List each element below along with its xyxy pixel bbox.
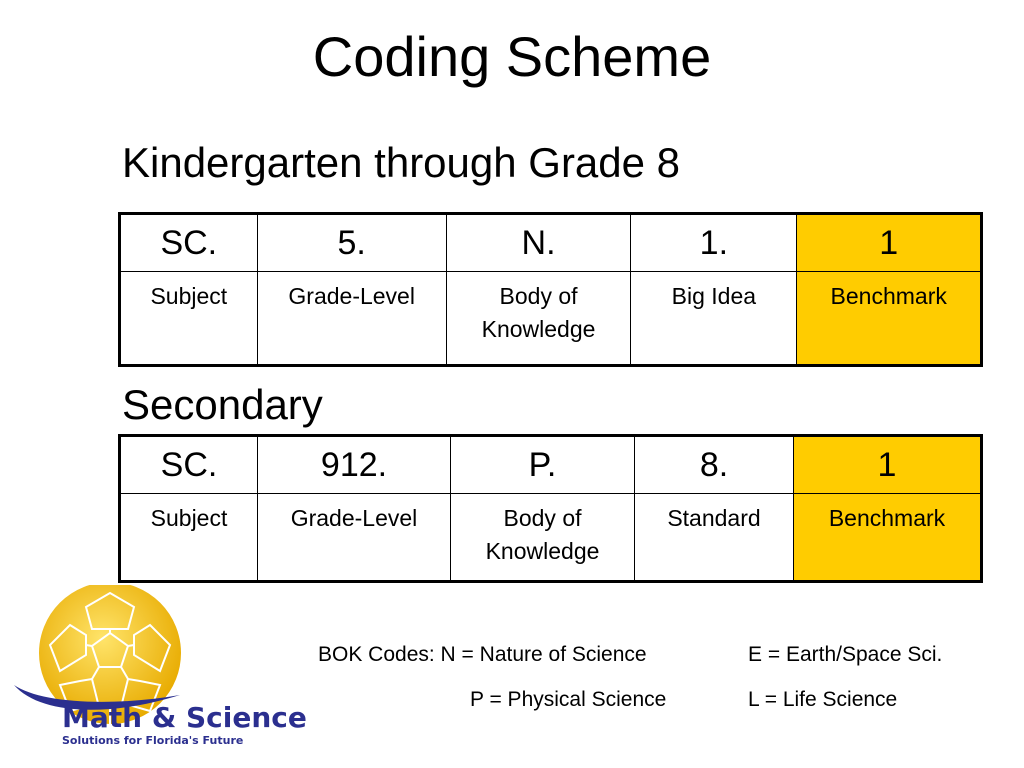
grade-level-code-cell: 5. xyxy=(257,214,446,272)
math-science-logo xyxy=(0,585,320,768)
bok-code-earth: E = Earth/Space Sci. xyxy=(748,643,943,666)
grade-level-label-cell: Grade-Level xyxy=(258,494,451,582)
subject-code-cell: SC. xyxy=(120,436,258,494)
table-row xyxy=(120,214,982,272)
subject-label-cell: Subject xyxy=(120,494,258,582)
table-row xyxy=(120,494,982,582)
bok-codes-nature: BOK Codes: N = Nature of Science xyxy=(318,643,647,666)
bok-code-life: L = Life Science xyxy=(748,688,898,711)
logo-tagline: Solutions for Florida's Future xyxy=(62,734,244,747)
secondary-code-table xyxy=(118,434,983,583)
grade-level-label-cell: Grade-Level xyxy=(257,272,446,366)
secondary-heading: Secondary xyxy=(122,381,323,428)
slide-title: Coding Scheme xyxy=(312,25,712,88)
standard-code-cell: 8. xyxy=(635,436,794,494)
bok-code-physical: P = Physical Science xyxy=(470,688,667,711)
standard-label-cell: Standard xyxy=(635,494,794,582)
body-of-knowledge-code-cell: N. xyxy=(446,214,631,272)
body-of-knowledge-label-cell: Body of Knowledge xyxy=(451,494,635,582)
k8-code-table xyxy=(118,212,983,367)
subject-label-cell: Subject xyxy=(120,272,258,366)
benchmark-code-cell: 1 xyxy=(797,214,982,272)
benchmark-label-cell: Benchmark xyxy=(797,272,982,366)
grade-level-code-cell: 912. xyxy=(258,436,451,494)
table-row xyxy=(120,436,982,494)
body-of-knowledge-code-cell: P. xyxy=(451,436,635,494)
table-row xyxy=(120,272,982,366)
big-idea-code-cell: 1. xyxy=(631,214,797,272)
benchmark-code-cell: 1 xyxy=(794,436,982,494)
k8-heading: Kindergarten through Grade 8 xyxy=(122,139,681,186)
logo-name: Math & Science xyxy=(62,701,307,734)
body-of-knowledge-label-cell: Body of Knowledge xyxy=(446,272,631,366)
subject-code-cell: SC. xyxy=(120,214,258,272)
benchmark-label-cell: Benchmark xyxy=(794,494,982,582)
big-idea-label-cell: Big Idea xyxy=(631,272,797,366)
